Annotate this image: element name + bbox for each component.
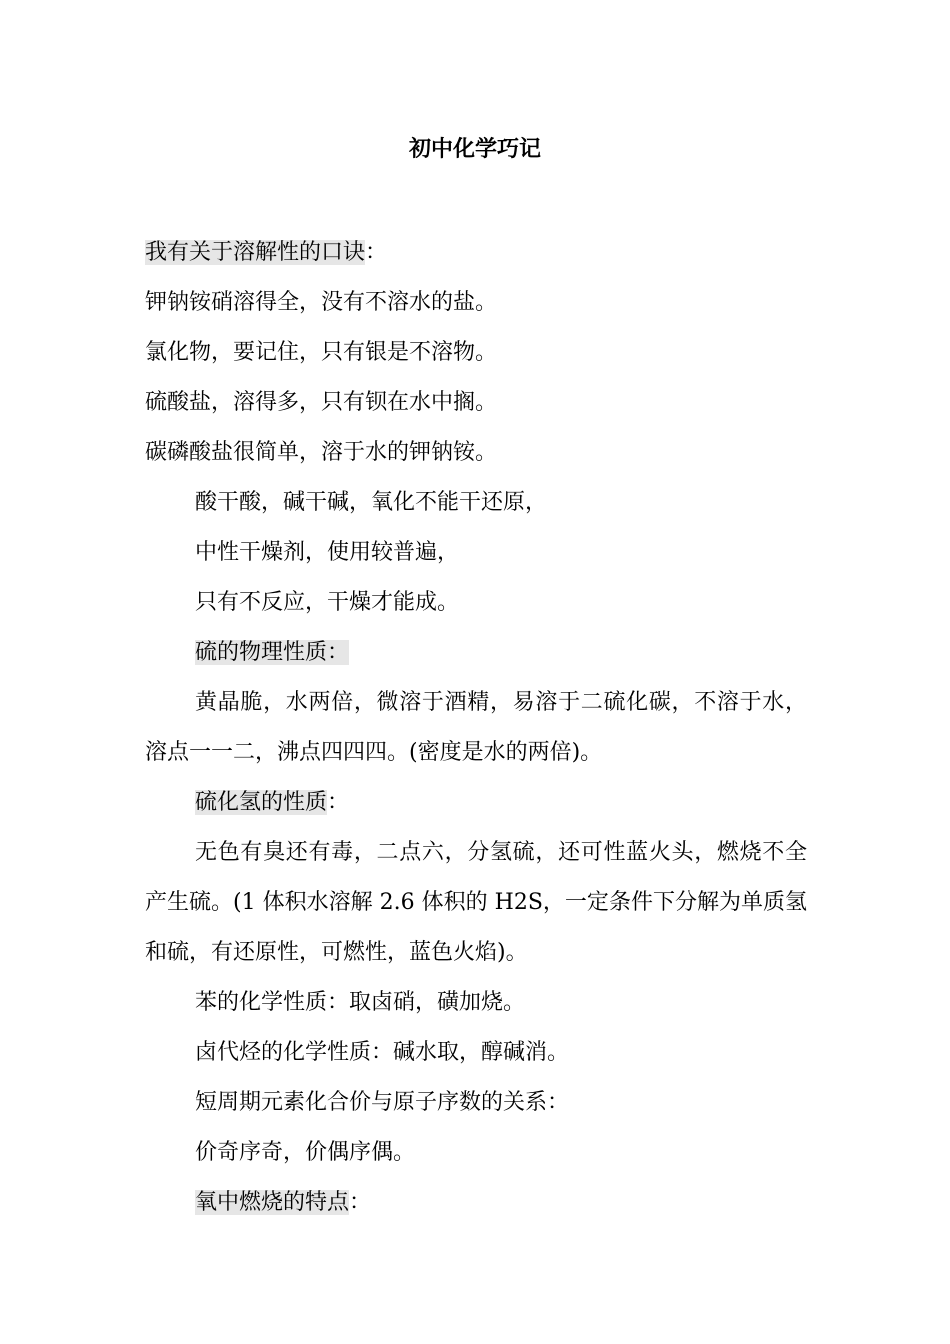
paragraph: 短周期元素化合价与原子序数的关系： [195, 1090, 570, 1115]
paragraph: 中性干燥剂，使用较普遍， [195, 540, 460, 565]
paragraph: 钾钠铵硝溶得全，没有不溶水的盐。 [145, 290, 498, 315]
colon-text: ： [327, 790, 350, 815]
heading-sulfur-physical [145, 628, 807, 678]
highlighted-text: 硫的物理性质： [195, 640, 350, 665]
document-body [145, 228, 807, 1228]
paragraph: 只有不反应，干燥才能成。 [195, 590, 460, 615]
heading-h2s-properties [145, 778, 807, 828]
paragraph: 酸干酸，碱干碱，氧化不能干还原， [195, 490, 548, 515]
highlighted-text: 氧中燃烧的特点 [195, 1190, 350, 1215]
paragraph: 氯化物，要记住，只有银是不溶物。 [145, 340, 498, 365]
document-title: 初中化学巧记 [408, 136, 541, 162]
paragraph: 硫酸盐，溶得多，只有钡在水中搁。 [145, 390, 498, 415]
colon-text: ： [349, 1190, 372, 1215]
paragraph: 苯的化学性质：取卤硝，磺加烧。 [195, 990, 526, 1015]
heading-solubility-mnemonic [145, 228, 807, 278]
colon-text: ： [365, 240, 388, 265]
heading-oxygen-combustion [145, 1178, 807, 1228]
highlighted-text: 硫化氢的性质 [195, 790, 328, 815]
paragraph: 黄晶脆，水两倍，微溶于酒精，易溶于二硫化碳，不溶于水，溶点一一二，沸点四四四。(密度是水的两倍)。 [145, 690, 807, 765]
paragraph: 碳磷酸盐很简单，溶于水的钾钠铵。 [145, 440, 498, 465]
highlighted-text: 我有关于溶解性的口诀 [145, 240, 366, 265]
paragraph: 卤代烃的化学性质：碱水取，醇碱消。 [195, 1040, 570, 1065]
paragraph: 价奇序奇，价偶序偶。 [195, 1140, 416, 1165]
paragraph: 无色有臭还有毒，二点六，分氢硫，还可性蓝火头，燃烧不全产生硫。(1 体积水溶解 2.6 体积的 H2S，一定条件下分解为单质氢和硫，有还原性，可燃性，蓝色火焰)。 [145, 840, 807, 965]
